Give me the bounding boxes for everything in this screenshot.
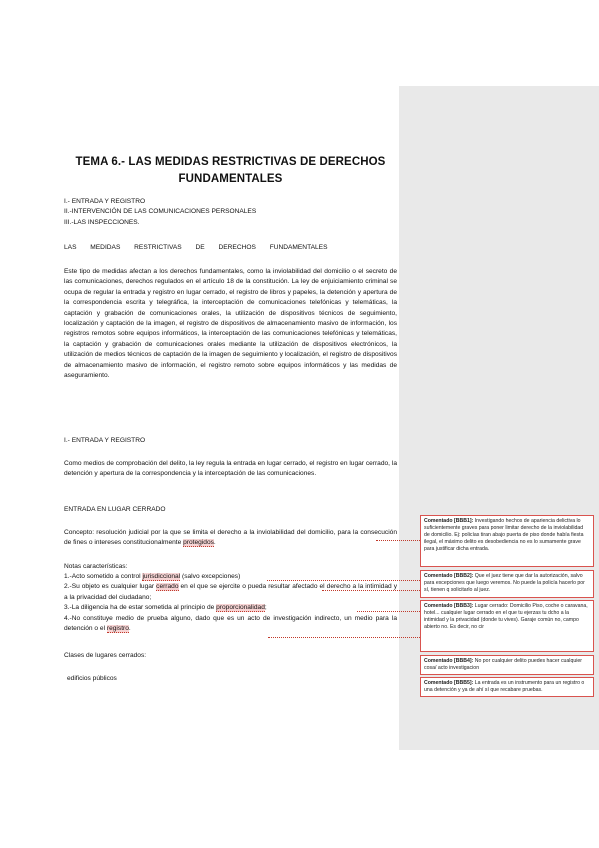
comment-anchor-2[interactable]: jurisdiccional — [142, 573, 181, 580]
notes-list — [64, 572, 397, 634]
comment-bbb3[interactable] — [420, 600, 594, 652]
closed-places-heading: Clases de lugares cerrados: — [64, 652, 147, 659]
comment-anchor-1[interactable]: protegidos — [183, 539, 214, 547]
comment-anchor-3[interactable]: cerrado — [156, 583, 179, 591]
comment-bbb1[interactable] — [420, 515, 594, 567]
comment-bbb5[interactable] — [420, 677, 594, 697]
subsection-heading: ENTRADA EN LUGAR CERRADO — [64, 506, 166, 513]
closed-places-item: edificios públicos — [67, 675, 117, 682]
title-line-1: TEMA 6.- LAS MEDIDAS RESTRICTIVAS DE DERECHOS — [75, 156, 386, 168]
title-line-2: FUNDAMENTALES — [178, 173, 283, 185]
intro-paragraph: Este tipo de medidas afectan a los derechos fundamentales, como la inviolabilidad del domicilio o el secreto de las comunicaciones, derechos regulados en el artículo 18 de la constitución. La ley de enjuiciamiento criminal se ocupa de regular la entrada y registro en lugar cerrado, el registro de libros y papeles, la detención y apertura de la correspondencia escrita y telegráfica, la interceptación de comunicaciones telefónicas y telemáticas, la captación y grabación de comunicaciones orales, la utilización de dispositivos técnicos de seguimiento, localización y captación de la imagen, el registro de dispositivos de almacenamiento masivo de información, los registros remotos sobre equipos informáticos, la interceptación de las comunicaciones telefónicas y telemáticas, la captación y grabación de comunicaciones orales mediante la utilización de dispositivos electrónicos, la utilización de medios técnicos de captación de la imagen de seguimiento y localización, el registro de dispositivos de almacenamiento masivo de información, el registro remoto sobre equipos informáticos y las medidas de aseguramiento. — [64, 268, 397, 380]
comment-text: Investigando hechos de apariencia delictiva lo suficientemente graves para poner limitar derecho de la inviolabilidad de domicilio. Ej: policías tiran abajo puerta de piso donde había fiesta ilegal, el máximo delito es desobediencia no es lo sumamente grave para justificar dicha entrada. — [424, 518, 584, 553]
document-title — [64, 154, 397, 188]
comment-bbb4[interactable] — [420, 655, 594, 675]
concept-paragraph — [64, 528, 397, 549]
comment-text: No por cualquier delito puedes hacer cualquier cosa/ acto investigacion — [424, 658, 582, 672]
toc-item: III.-LAS INSPECCIONES. — [64, 218, 140, 226]
concept-end: . — [213, 539, 216, 547]
note-text: 4.-No constituye medio de prueba alguno, dado que es un acto de investigación indirecto, un medio para la detención o el — [64, 614, 397, 633]
comment-text: Lugar cerrado: Domicilio Piso, coche o caravana, hotel... cualquier lugar cerrado en el que tu ejerzas tu dcho a la intimidad y la privacidad (donde tu vives). Garaje común no, campo abierto no. Es decir, no cir — [424, 603, 588, 631]
comment-connector — [376, 540, 420, 541]
comment-label: Comentado [BBB2]: — [424, 573, 474, 579]
comment-anchor-4[interactable]: proporcionalidad — [216, 604, 265, 612]
note-text: . — [128, 625, 131, 633]
notes-heading: Notas características: — [64, 563, 128, 570]
note-text: en el que se ejercite o pueda resultar afectado el derecho a la intimidad y a la privacidad del ciudadano; — [64, 583, 397, 601]
comment-connector — [268, 637, 420, 638]
concept-text: Concepto: resolución judicial por la que se limita el derecho a la inviolabilidad del domicilio, para la consecución de fines o intereses constitucionalmente — [64, 529, 397, 547]
comment-anchor-5[interactable]: registro — [106, 625, 129, 633]
comment-connector — [357, 611, 420, 612]
comment-connector — [267, 580, 420, 581]
comment-label: Comentado [BBB3]: — [424, 603, 474, 609]
table-of-contents — [64, 197, 397, 228]
toc-item: II.-INTERVENCIÓN DE LAS COMUNICACIONES PERSONALES — [64, 208, 257, 216]
comment-text: Que el juez tiene que dar la autorización, salvo para excepciones que luego veremos. No puede la policía hacerlo por sí, tienen q solicitarlo al juez. — [424, 573, 585, 594]
note-item — [64, 614, 397, 635]
note-text: 2.-Su objeto es cualquier lugar — [64, 583, 157, 591]
comment-label: Comentado [BBB4]: — [424, 658, 474, 664]
toc-item: I.- ENTRADA Y REGISTRO — [64, 198, 146, 205]
section1-heading: I.- ENTRADA Y REGISTRO — [64, 437, 146, 444]
section1-paragraph: Como medios de comprobación del delito, la ley regula la entrada en lugar cerrado, el registro en lugar cerrado, la detención y apertura de la correspondencia y la interceptación de las comunicaciones. — [64, 460, 397, 478]
comment-label: Comentado [BBB1]: — [424, 518, 474, 524]
note-text: 1.-Acto sometido a control — [64, 573, 143, 580]
note-item — [64, 582, 397, 603]
note-text: (salvo excepciones) — [180, 573, 241, 580]
note-item — [64, 603, 397, 613]
comment-bbb2[interactable] — [420, 570, 594, 598]
comment-text: La entrada es un instrumento para un registro o una detención y ya de ahí sí que recabare pruebas. — [424, 680, 585, 694]
note-text: ; — [264, 604, 267, 612]
section-heading: LAS MEDIDAS RESTRICTIVAS DE DERECHOS FUNDAMENTALES — [64, 244, 328, 251]
comment-connector — [322, 590, 420, 591]
comment-label: Comentado [BBB5]: — [424, 680, 474, 686]
note-text: 3.-La diligencia ha de estar sometida al principio de — [64, 604, 217, 612]
